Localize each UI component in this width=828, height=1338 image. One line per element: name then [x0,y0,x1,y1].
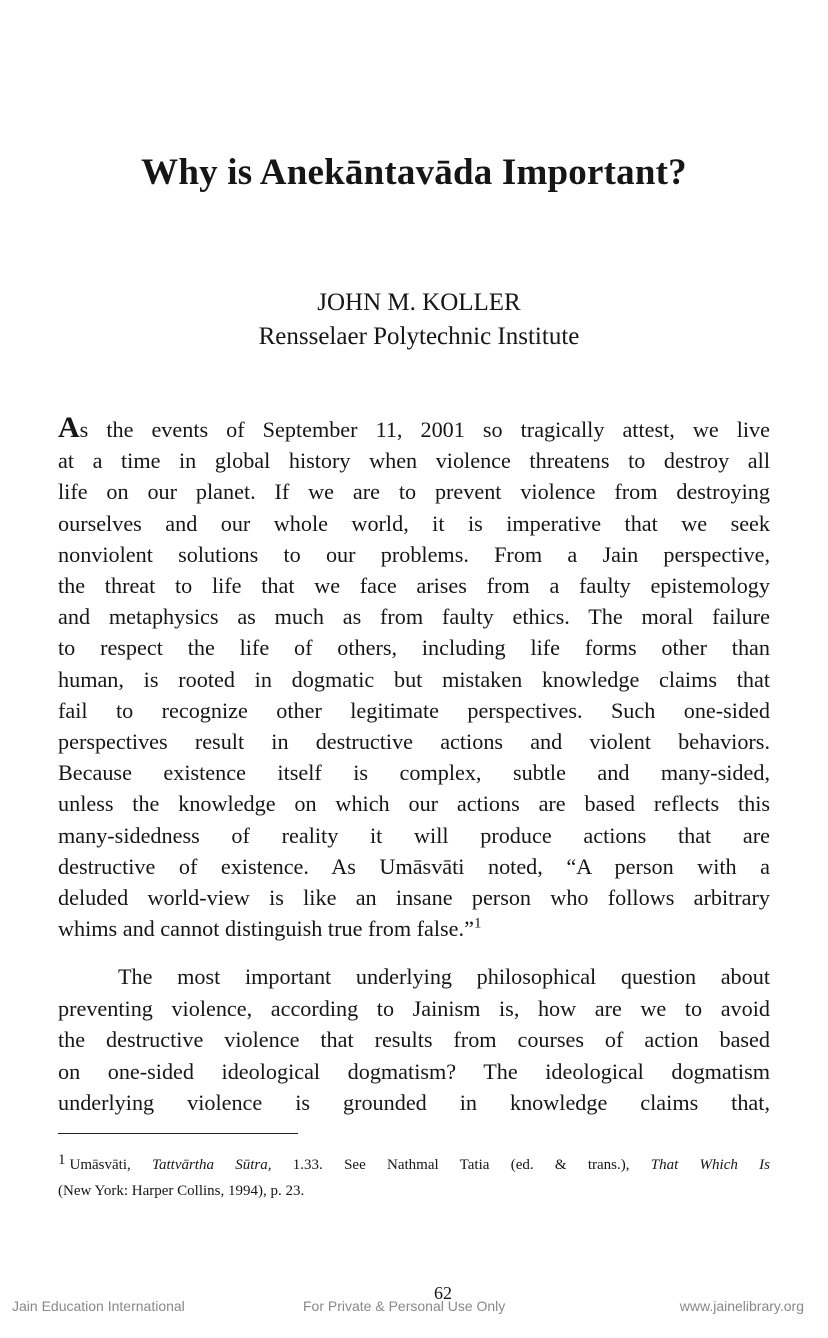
text-line: fail to recognize other legitimate perspectives. Such one-sided [58,697,770,723]
text-line: human, is rooted in dogmatic but mistaken knowledge claims that [58,666,770,692]
author-name: JOHN M. KOLLER [317,289,521,316]
page-number: 62 [434,1283,452,1303]
text-line: unless the knowledge on which our actions are based reflects this [58,791,770,817]
footnote-reference[interactable]: 1 [473,915,482,932]
text-line: whims and cannot distinguish true from false.”$^1$ [58,915,482,942]
footnote-work-title: Tattvārtha Sūtra, [152,1157,272,1173]
footnote-line: (New York: Harper Collins, 1994), p. 23. [58,1183,305,1199]
text-line: deluded world-view is like an insane person who follows arbitrary [58,885,770,911]
text-line: perspectives result in destructive actions and violent behaviors. [58,729,770,755]
text-line: many-sidedness of reality it will produce actions that are [58,822,770,848]
paragraph-1 [58,411,770,944]
text-line: the threat to life that we face arises from a faulty epistemology [58,573,770,599]
text-line: underlying violence is grounded in knowledge claims that, [58,1090,770,1115]
text-line: destructive of existence. As Umāsvāti noted, “A person with a [58,853,770,879]
text-line: ourselves and our whole world, it is imperative that we seek [58,510,770,536]
text-line: preventing violence, according to Jainism is, how are we to avoid [58,995,770,1021]
footnote-number: 1 [58,1152,66,1168]
article-title: Why is Anekāntavāda Important? [141,152,687,193]
text-line: The most important underlying philosophical question about [118,964,770,989]
text-line: the destructive violence that results from courses of action based [58,1027,770,1052]
text-line: As the events of September 11, 2001 so tragically attest, we live [58,411,770,444]
footnote-book-title: That Which Is [650,1157,770,1173]
text-line: and metaphysics as much as from faulty ethics. The moral failure [58,604,770,630]
text-line: Because existence itself is complex, subtle and many-sided, [58,760,770,786]
text-line: to respect the life of others, including life forms other than [58,635,770,661]
text-line: on one-sided ideological dogmatism? The ideological dogmatism [58,1058,770,1084]
watermark-right[interactable]: www.jainelibrary.org [679,1298,804,1314]
footnote [58,1152,770,1204]
text-line: life on our planet. If we are to prevent violence from destroying [58,479,770,505]
watermark-left: Jain Education International [12,1298,185,1314]
footnote-line: 1 Umāsvāti, Tattvārtha Sūtra, 1.33. See Nathmal Tatia (ed. & trans.), That Which Is [58,1152,770,1173]
footnote-divider [58,1133,298,1134]
watermark-center: For Private & Personal Use Only [303,1298,506,1314]
drop-cap: A [58,411,80,444]
author-affiliation: Rensselaer Polytechnic Institute [258,323,580,350]
text-line: at a time in global history when violence threatens to destroy all [58,448,770,474]
paragraph-2 [58,961,770,1119]
text-line: nonviolent solutions to our problems. From a Jain perspective, [58,541,770,567]
